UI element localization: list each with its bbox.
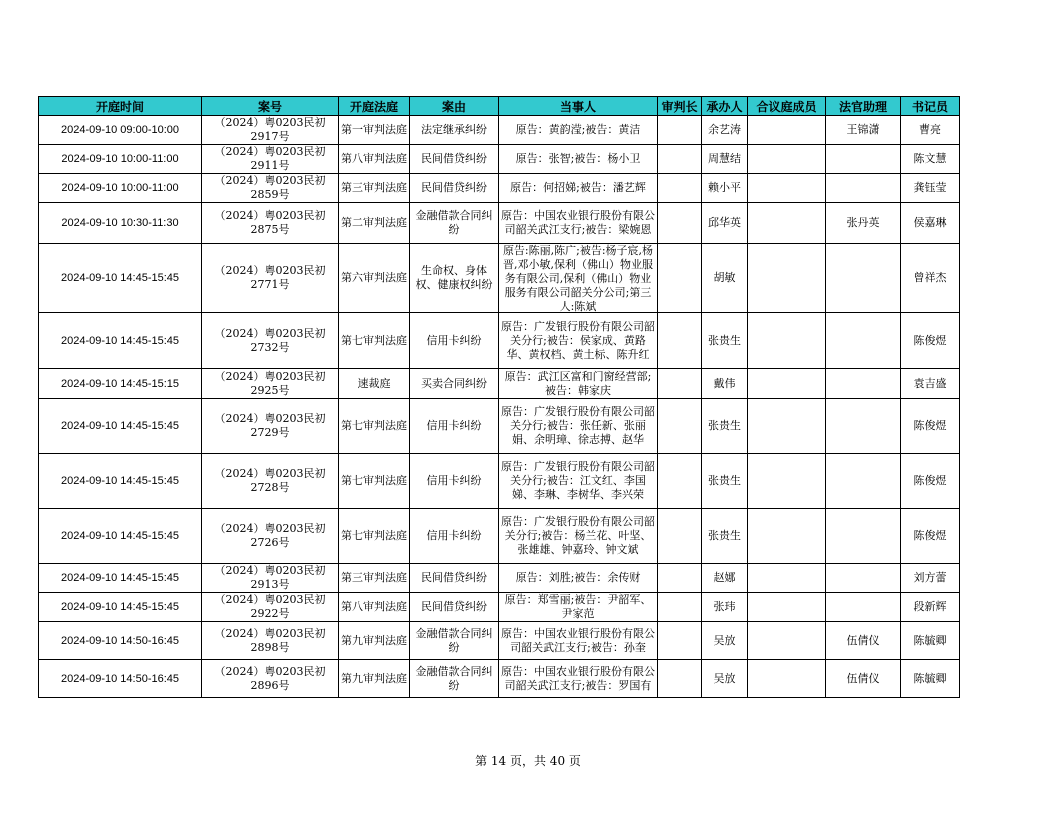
cell-parties: 原告：刘胜;被告：余传财 [499, 564, 658, 593]
header-parties: 当事人 [499, 97, 658, 116]
cell-parties: 原告：武江区富和门窗经营部;被告：韩家庆 [499, 369, 658, 399]
cell-case-no: （2024）粤0203民初2922号 [202, 593, 339, 622]
cell-case-no: （2024）粤0203民初2732号 [202, 313, 339, 369]
page-number: 第 14 页，共 40 页 [475, 754, 581, 768]
cell-assistant [826, 593, 901, 622]
cell-panel [748, 203, 826, 244]
table-row [39, 244, 960, 313]
header-clerk: 书记员 [901, 97, 960, 116]
cell-case-no: （2024）粤0203民初2771号 [202, 244, 339, 313]
cell-time: 2024-09-10 14:45-15:45 [39, 509, 202, 564]
cell-parties: 原告：中国农业银行股份有限公司韶关武江支行;被告：梁婉恩 [499, 203, 658, 244]
table-row [39, 660, 960, 698]
cell-panel [748, 660, 826, 698]
cell-parties: 原告：黄韵滢;被告：黄洁 [499, 116, 658, 145]
cell-clerk: 侯嘉琳 [901, 203, 960, 244]
cell-case-no: （2024）粤0203民初2913号 [202, 564, 339, 593]
cell-chief [658, 203, 702, 244]
cell-clerk: 陈毓卿 [901, 660, 960, 698]
cell-court: 第六审判法庭 [339, 244, 410, 313]
header-chief: 审判长 [658, 97, 702, 116]
cell-judge: 邱华英 [702, 203, 748, 244]
cell-chief [658, 116, 702, 145]
cell-cause: 民间借贷纠纷 [410, 145, 499, 174]
cell-assistant [826, 454, 901, 509]
cell-parties: 原告：何招娣;被告：潘艺辉 [499, 174, 658, 203]
cell-cause: 民间借贷纠纷 [410, 174, 499, 203]
cell-chief [658, 622, 702, 660]
cell-judge: 张贵生 [702, 399, 748, 454]
cell-panel [748, 399, 826, 454]
cell-clerk: 袁吉盛 [901, 369, 960, 399]
cell-clerk: 陈毓卿 [901, 622, 960, 660]
cell-panel [748, 244, 826, 313]
table-row [39, 509, 960, 564]
cell-chief [658, 244, 702, 313]
cell-case-no: （2024）粤0203民初2859号 [202, 174, 339, 203]
hearing-schedule-table [38, 96, 960, 698]
cell-time: 2024-09-10 14:45-15:45 [39, 564, 202, 593]
cell-assistant [826, 145, 901, 174]
cell-judge: 张贵生 [702, 509, 748, 564]
cell-chief [658, 399, 702, 454]
cell-clerk: 陈俊煜 [901, 399, 960, 454]
cell-parties: 原告：广发银行股份有限公司韶关分行;被告：杨兰花、叶坚、张雄雄、钟嘉玲、钟文斌 [499, 509, 658, 564]
cell-time: 2024-09-10 10:00-11:00 [39, 145, 202, 174]
cell-time: 2024-09-10 14:45-15:15 [39, 369, 202, 399]
cell-assistant [826, 399, 901, 454]
cell-clerk: 龚钰莹 [901, 174, 960, 203]
cell-chief [658, 564, 702, 593]
table-row [39, 145, 960, 174]
table-row [39, 454, 960, 509]
cell-time: 2024-09-10 14:45-15:45 [39, 313, 202, 369]
header-case-no: 案号 [202, 97, 339, 116]
cell-assistant: 伍倩仪 [826, 622, 901, 660]
cell-judge: 张玮 [702, 593, 748, 622]
cell-cause: 生命权、身体权、健康权纠纷 [410, 244, 499, 313]
cell-case-no: （2024）粤0203民初2896号 [202, 660, 339, 698]
header-judge: 承办人 [702, 97, 748, 116]
header-assistant: 法官助理 [826, 97, 901, 116]
cell-clerk: 曹亮 [901, 116, 960, 145]
cell-panel [748, 564, 826, 593]
cell-court: 第八审判法庭 [339, 145, 410, 174]
cell-court: 第二审判法庭 [339, 203, 410, 244]
cell-judge: 戴伟 [702, 369, 748, 399]
cell-court: 第七审判法庭 [339, 509, 410, 564]
cell-case-no: （2024）粤0203民初2875号 [202, 203, 339, 244]
cell-parties: 原告：中国农业银行股份有限公司韶关武江支行;被告：罗国有 [499, 660, 658, 698]
cell-chief [658, 174, 702, 203]
cell-cause: 信用卡纠纷 [410, 454, 499, 509]
cell-panel [748, 313, 826, 369]
cell-parties: 原告：广发银行股份有限公司韶关分行;被告：江文红、李国娣、李琳、李树华、李兴荣 [499, 454, 658, 509]
cell-clerk: 刘方蕾 [901, 564, 960, 593]
cell-court: 第一审判法庭 [339, 116, 410, 145]
cell-cause: 金融借款合同纠纷 [410, 622, 499, 660]
cell-case-no: （2024）粤0203民初2898号 [202, 622, 339, 660]
cell-time: 2024-09-10 10:00-11:00 [39, 174, 202, 203]
cell-parties: 原告：郑雪丽;被告：尹韶军、尹家范 [499, 593, 658, 622]
cell-clerk: 陈文慧 [901, 145, 960, 174]
cell-judge: 胡敏 [702, 244, 748, 313]
cell-panel [748, 454, 826, 509]
cell-assistant [826, 509, 901, 564]
cell-assistant [826, 369, 901, 399]
cell-parties: 原告：张智;被告：杨小卫 [499, 145, 658, 174]
cell-judge: 周慧结 [702, 145, 748, 174]
cell-court: 第三审判法庭 [339, 564, 410, 593]
cell-clerk: 陈俊煜 [901, 313, 960, 369]
cell-cause: 金融借款合同纠纷 [410, 203, 499, 244]
cell-chief [658, 660, 702, 698]
cell-judge: 赵娜 [702, 564, 748, 593]
cell-judge: 吴放 [702, 660, 748, 698]
cell-judge: 吴放 [702, 622, 748, 660]
cell-assistant: 伍倩仪 [826, 660, 901, 698]
cell-parties: 原告：中国农业银行股份有限公司韶关武江支行;被告：孙奎 [499, 622, 658, 660]
cell-assistant [826, 244, 901, 313]
cell-assistant [826, 564, 901, 593]
cell-cause: 民间借贷纠纷 [410, 564, 499, 593]
cell-cause: 信用卡纠纷 [410, 399, 499, 454]
table-row [39, 116, 960, 145]
cell-cause: 民间借贷纠纷 [410, 593, 499, 622]
cell-panel [748, 369, 826, 399]
cell-case-no: （2024）粤0203民初2917号 [202, 116, 339, 145]
cell-time: 2024-09-10 14:50-16:45 [39, 660, 202, 698]
table-row [39, 593, 960, 622]
cell-case-no: （2024）粤0203民初2925号 [202, 369, 339, 399]
cell-cause: 信用卡纠纷 [410, 509, 499, 564]
cell-chief [658, 145, 702, 174]
cell-clerk: 段新辉 [901, 593, 960, 622]
cell-clerk: 曾祥杰 [901, 244, 960, 313]
cell-court: 第九审判法庭 [339, 660, 410, 698]
cell-time: 2024-09-10 14:45-15:45 [39, 399, 202, 454]
cell-judge: 余艺涛 [702, 116, 748, 145]
cell-case-no: （2024）粤0203民初2726号 [202, 509, 339, 564]
cell-parties: 原告：广发银行股份有限公司韶关分行;被告：张任新、张丽娟、余明璋、徐志搏、赵华 [499, 399, 658, 454]
cell-case-no: （2024）粤0203民初2911号 [202, 145, 339, 174]
header-row [39, 97, 960, 116]
header-court: 开庭法庭 [339, 97, 410, 116]
cell-chief [658, 593, 702, 622]
cell-chief [658, 509, 702, 564]
cell-clerk: 陈俊煜 [901, 509, 960, 564]
cell-court: 速裁庭 [339, 369, 410, 399]
cell-court: 第九审判法庭 [339, 622, 410, 660]
cell-court: 第三审判法庭 [339, 174, 410, 203]
header-cause: 案由 [410, 97, 499, 116]
table-row [39, 203, 960, 244]
cell-time: 2024-09-10 14:50-16:45 [39, 622, 202, 660]
cell-panel [748, 509, 826, 564]
cell-time: 2024-09-10 09:00-10:00 [39, 116, 202, 145]
table-row [39, 564, 960, 593]
cell-cause: 信用卡纠纷 [410, 313, 499, 369]
cell-parties: 原告：广发银行股份有限公司韶关分行;被告：侯家成、黄路华、黄权档、黄土标、陈升红 [499, 313, 658, 369]
cell-court: 第七审判法庭 [339, 313, 410, 369]
table-row [39, 369, 960, 399]
cell-panel [748, 145, 826, 174]
cell-assistant: 王锦潇 [826, 116, 901, 145]
cell-judge: 张贵生 [702, 454, 748, 509]
cell-time: 2024-09-10 14:45-15:45 [39, 244, 202, 313]
cell-time: 2024-09-10 10:30-11:30 [39, 203, 202, 244]
cell-cause: 买卖合同纠纷 [410, 369, 499, 399]
cell-chief [658, 369, 702, 399]
cell-cause: 法定继承纠纷 [410, 116, 499, 145]
cell-time: 2024-09-10 14:45-15:45 [39, 593, 202, 622]
cell-chief [658, 313, 702, 369]
cell-judge: 张贵生 [702, 313, 748, 369]
cell-chief [658, 454, 702, 509]
cell-case-no: （2024）粤0203民初2729号 [202, 399, 339, 454]
header-panel: 合议庭成员 [748, 97, 826, 116]
cell-time: 2024-09-10 14:45-15:45 [39, 454, 202, 509]
table-row [39, 622, 960, 660]
cell-parties: 原告:陈丽,陈广;被告:杨子宸,杨晋,邓小敏,保利（佛山）物业服务有限公司,保利（佛山）物业服务有限公司韶关分公司;第三人:陈斌 [499, 244, 658, 313]
cell-panel [748, 174, 826, 203]
cell-cause: 金融借款合同纠纷 [410, 660, 499, 698]
cell-assistant: 张丹英 [826, 203, 901, 244]
cell-panel [748, 593, 826, 622]
table-row [39, 174, 960, 203]
header-time: 开庭时间 [39, 97, 202, 116]
cell-clerk: 陈俊煜 [901, 454, 960, 509]
cell-assistant [826, 174, 901, 203]
cell-case-no: （2024）粤0203民初2728号 [202, 454, 339, 509]
cell-judge: 赖小平 [702, 174, 748, 203]
cell-court: 第七审判法庭 [339, 399, 410, 454]
table-row [39, 399, 960, 454]
cell-court: 第八审判法庭 [339, 593, 410, 622]
cell-assistant [826, 313, 901, 369]
cell-panel [748, 116, 826, 145]
cell-court: 第七审判法庭 [339, 454, 410, 509]
table-row [39, 313, 960, 369]
cell-panel [748, 622, 826, 660]
